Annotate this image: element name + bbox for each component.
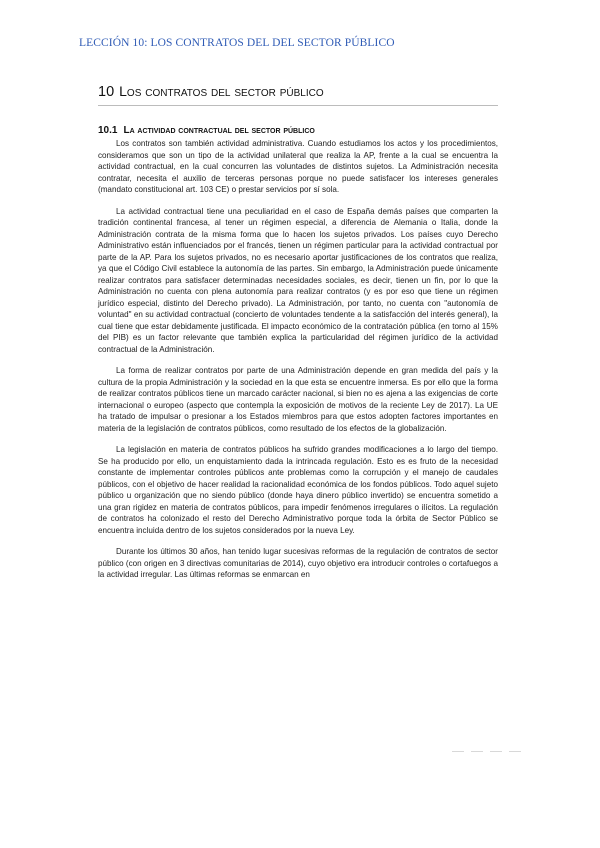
- paragraph: La forma de realizar contratos por parte de una Administración depende en gran medida del país y la cultura de la propia Administración y la sociedad en la que esta se encuentre inmersa. Es por ello que la forma de realizar contratos públicos tiene un marcado carácter nacional, si bien no es ajena a las exigencias de corte internacional o europeo (aspecto que contempla la exposición de motivos de la reciente Ley de 2017). La UE ha tratado de impulsar o presionar a los Estados miembros para que estos adopten factores importantes en materia de la legislación de contratos públicos, como resultado de los efectos de la globalización.: [98, 366, 498, 433]
- running-header: LECCIÓN 10: LOS CONTRATOS DEL DEL SECTOR PÚBLICO: [79, 37, 395, 49]
- footer-dash: [490, 751, 502, 752]
- chapter-number: 10: [98, 84, 115, 100]
- footer-dash: [509, 751, 521, 752]
- paragraph: La actividad contractual tiene una peculiaridad en el caso de España demás países que comparten la tradición continental francesa, al tener un régimen especial, a diferencia de Alemania o Italia, donde la Administración contrata de la misma forma que lo hacen los sujetos privados. Los países cuyo Derecho Administrativo están influenciados por el francés, tienen un régimen particular para la actividad contractual por parte de la AP. Para los sujetos privados, no es necesario aportar justificaciones de los contratos que realiza, ya que el Código Civil establece la autonomía de las partes. Sin embargo, la Administración puede únicamente realizar contratos para satisfacer determinadas necesidades sociales, es decir, tienen un fin, por lo que la Administración no cuenta con plena autonomía para realizar contratos (y es por eso que tiene un régimen jurídico especial, distinto del Derecho privado). La Administración, por tanto, no cuenta con "autonomía de voluntad" en su actividad contractual (concierto de voluntades tendente a la satisfacción del interés general), la cual tiene que estar debidamente justificada. El impacto económico de la contratación pública (en torno al 15% del PIB) es un factor relevante que también explica la particularidad del régimen jurídico de la actividad contractual de la Administración.: [98, 206, 498, 354]
- chapter-title: [98, 83, 498, 106]
- section-title-text: La actividad contractual del sector público: [123, 125, 315, 136]
- paragraph: La legislación en materia de contratos públicos ha sufrido grandes modificaciones a lo largo del tiempo. Se ha producido por ello, un enquistamiento dada la intrincada regulación. Esto es es fruto de la necesidad constante de implementar controles públicos ante problemas como la corrupción y el manejo de caudales públicos, con el objetivo de hacer realidad la racionalidad económica de los fondos públicos. Todo aquel sujeto público u organización que no siendo público (donde haya dinero público invertido) se encuentra sometido a una gran rigidez en materia de contratos públicos, para impedir fenómenos irregulares o ilícitos. La regulación de contratos ha colonizado el resto del Derecho Administrativo porque toda la órbita de Sector Público se encuentra incluida dentro de los sujetos considerados por la nueva Ley.: [98, 445, 498, 535]
- paragraph: Los contratos son también actividad administrativa. Cuando estudiamos los actos y los procedimientos, consideramos que son un tipo de la actividad unilateral que realiza la AP, frente a la cual se encuentra la actividad contractual, en la cual concurren las voluntades de distintos sujetos. La Administración necesita contratar, necesita el auxilio de terceras personas porque no puede satisfacer los intereses generales (mandato constitucional art. 103 CE) o prestar servicios por sí sola.: [98, 139, 498, 194]
- page-footer-mark: [452, 751, 521, 752]
- section-title: [98, 125, 315, 136]
- paragraph: Durante los últimos 30 años, han tenido lugar sucesivas reformas de la regulación de contratos de sector público (con origen en 3 directivas comunitarias de 2014), cuyo objetivo era introducir controles o cortafuegos a la actividad irregular. Las últimas reformas se enmarcan en: [98, 547, 498, 579]
- section-number: 10.1: [98, 125, 118, 136]
- document-body: [98, 138, 498, 591]
- footer-dash: [452, 751, 464, 752]
- chapter-title-text: Los contratos del sector público: [119, 83, 324, 99]
- footer-dash: [471, 751, 483, 752]
